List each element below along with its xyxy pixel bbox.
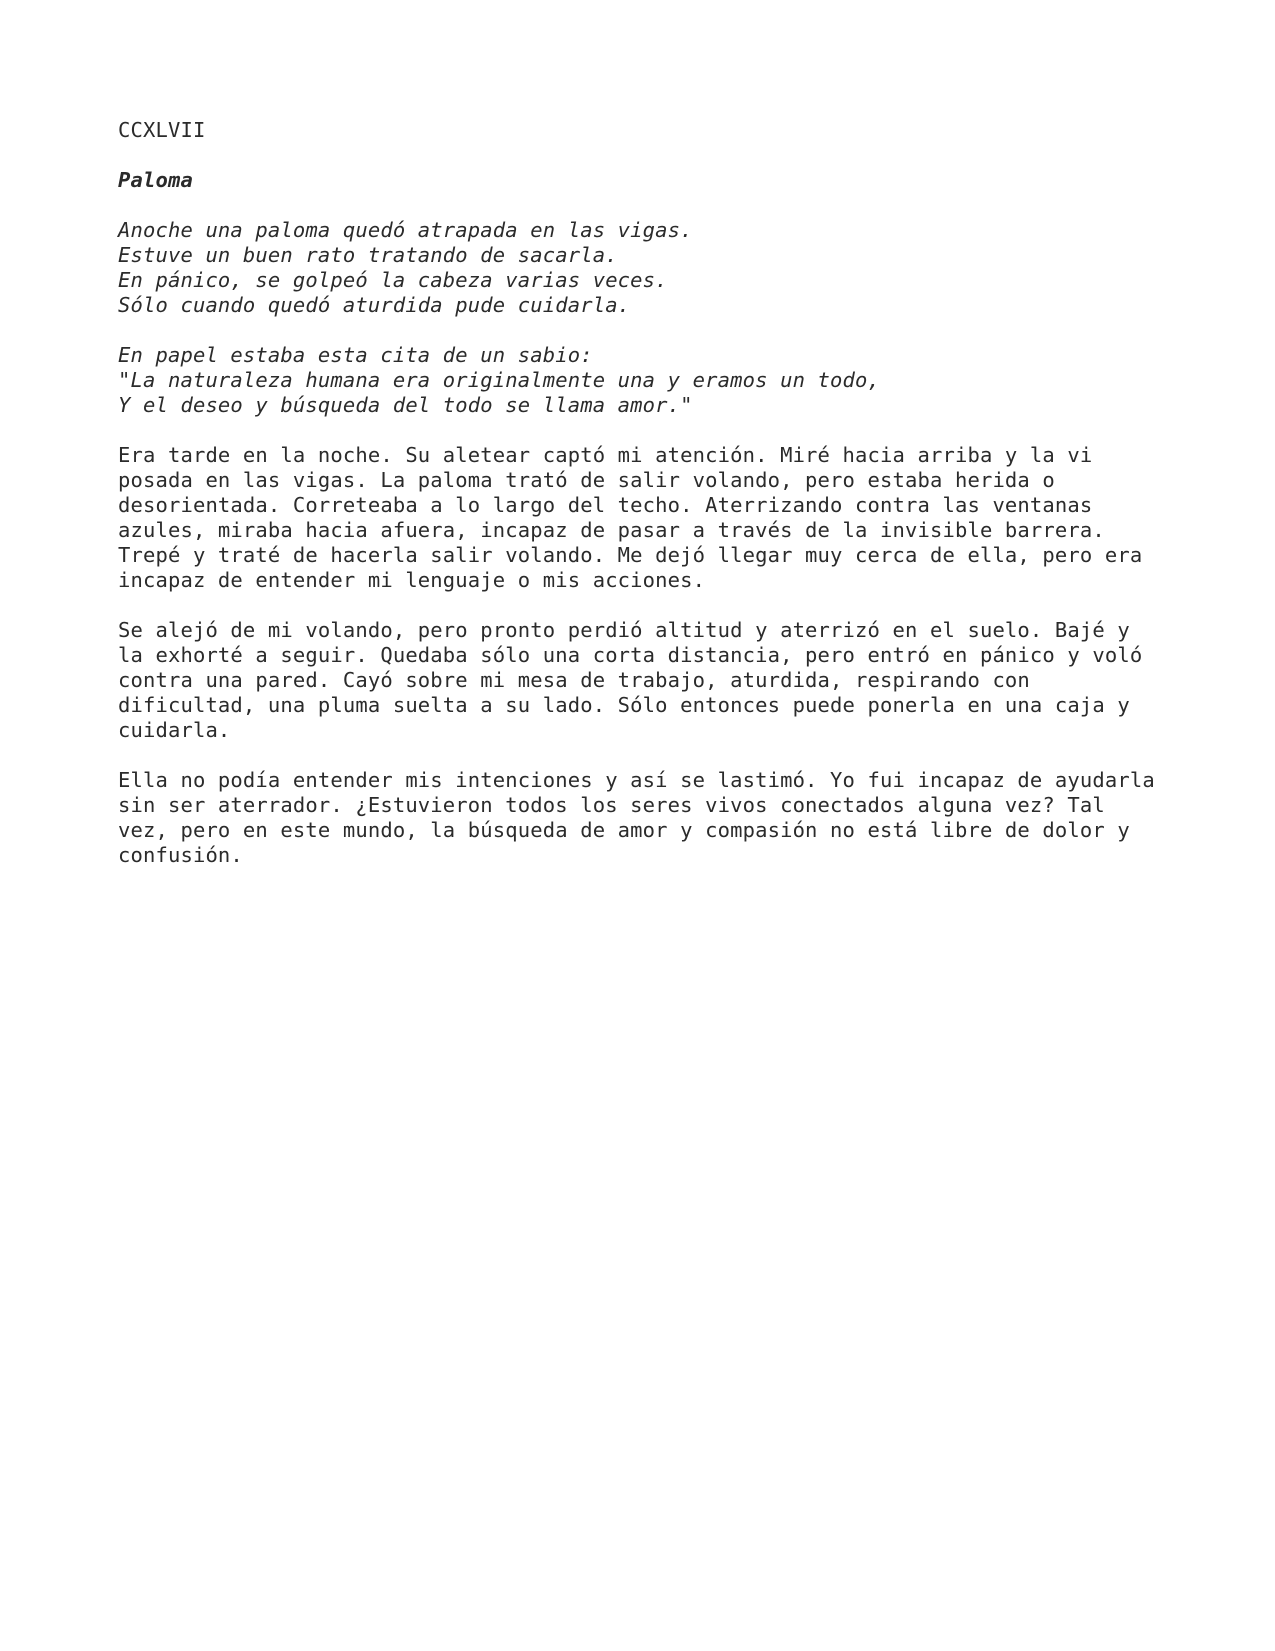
paragraph-line: la exhorté a seguir. Quedaba sólo una corta distancia, pero entró en pánico y voló: [118, 643, 1143, 667]
paragraph-line: contra una pared. Cayó sobre mi mesa de trabajo, aturdida, respirando con: [118, 668, 1030, 692]
paragraph-line: Era tarde en la noche. Su aletear captó mi atención. Miré hacia arriba y la vi: [118, 443, 1093, 467]
stanza-line: "La naturaleza humana era originalmente una y eramos un todo,: [118, 368, 881, 392]
spacer: [118, 743, 1198, 768]
spacer: [118, 593, 1198, 618]
stanza-line: Estuve un buen rato tratando de sacarla.: [118, 243, 618, 267]
paragraph-line: Se alejó de mi volando, pero pronto perdió altitud y aterrizó en el suelo. Bajé y: [118, 618, 1130, 642]
stanza-line: Sólo cuando quedó aturdida pude cuidarla.: [118, 293, 631, 317]
stanza-line: En papel estaba esta cita de un sabio:: [118, 343, 593, 367]
spacer: [118, 143, 1198, 168]
paragraph-line: dificultad, una pluma suelta a su lado. Sólo entonces puede ponerla en una caja y: [118, 693, 1130, 717]
document-page: [118, 118, 1198, 868]
paragraph-line: cuidarla.: [118, 718, 231, 742]
paragraph-line: posada en las vigas. La paloma trató de salir volando, pero estaba herida o: [118, 468, 1055, 492]
stanza-line: Anoche una paloma quedó atrapada en las vigas.: [118, 218, 693, 242]
paragraph-line: Trepé y traté de hacerla salir volando. Me dejó llegar muy cerca de ella, pero era: [118, 543, 1143, 567]
poem-number: CCXLVII: [118, 118, 206, 142]
spacer: [118, 418, 1198, 443]
paragraph-2: [118, 618, 1198, 743]
paragraph-3: [118, 768, 1198, 868]
stanza-1: [118, 218, 1198, 318]
paragraph-line: sin ser aterrador. ¿Estuvieron todos los seres vivos conectados alguna vez? Tal: [118, 793, 1105, 817]
stanza-line: En pánico, se golpeó la cabeza varias veces.: [118, 268, 668, 292]
paragraph-line: azules, miraba hacia afuera, incapaz de pasar a través de la invisible barrera.: [118, 518, 1105, 542]
paragraph-1: [118, 443, 1198, 593]
stanza-line: Y el deseo y búsqueda del todo se llama amor.": [118, 393, 693, 417]
paragraph-line: Ella no podía entender mis intenciones y así se lastimó. Yo fui incapaz de ayudarla: [118, 768, 1155, 792]
paragraph-line: confusión.: [118, 843, 243, 867]
paragraph-line: incapaz de entender mi lenguaje o mis acciones.: [118, 568, 706, 592]
poem-title: Paloma: [118, 168, 193, 192]
spacer: [118, 318, 1198, 343]
stanza-2: [118, 343, 1198, 418]
spacer: [118, 193, 1198, 218]
paragraph-line: vez, pero en este mundo, la búsqueda de amor y compasión no está libre de dolor y: [118, 818, 1130, 842]
paragraph-line: desorientada. Correteaba a lo largo del techo. Aterrizando contra las ventanas: [118, 493, 1093, 517]
